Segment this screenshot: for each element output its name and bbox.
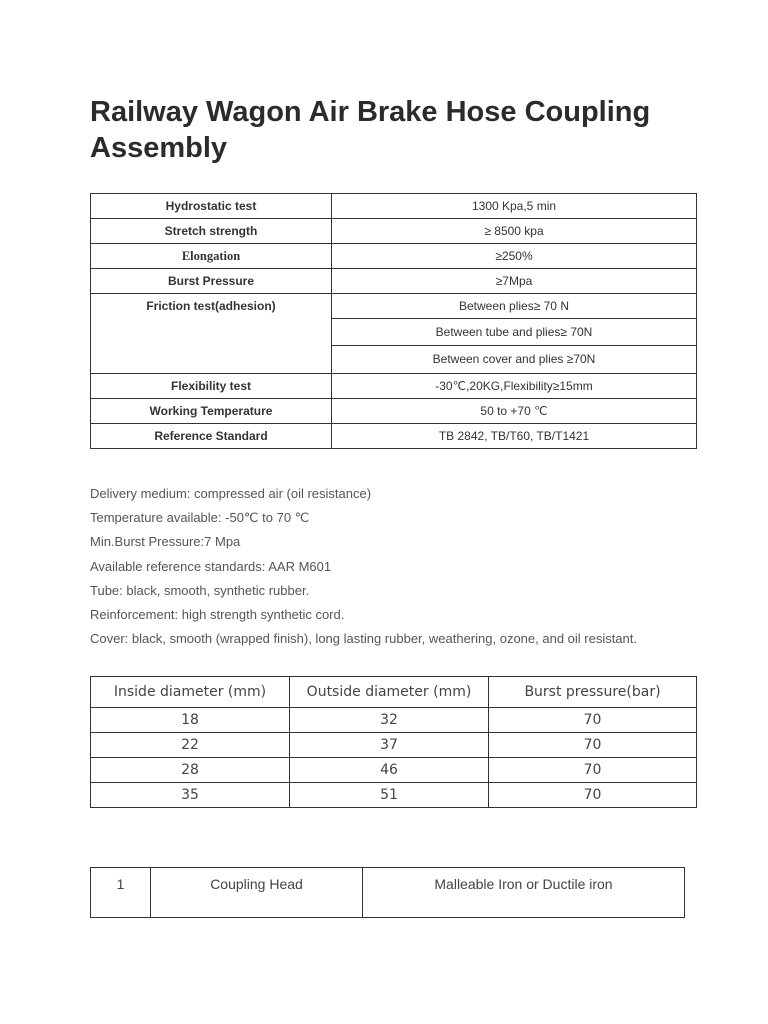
table-cell: 35 [91, 783, 290, 808]
dimension-table [90, 676, 697, 808]
spec-value: Between plies≥ 70 N [332, 294, 697, 319]
notes-list [90, 482, 730, 651]
table-row [91, 424, 697, 449]
spec-label: Hydrostatic test [91, 194, 332, 219]
spec-table [90, 193, 697, 449]
table-row [91, 294, 697, 319]
spec-value: 50 to +70 ℃ [332, 399, 697, 424]
spec-label: Working Temperature [91, 399, 332, 424]
list-item: Temperature available: -50℃ to 70 ℃ [90, 510, 310, 526]
table-cell: 18 [91, 708, 290, 733]
list-item: Delivery medium: compressed air (oil resistance) [90, 486, 372, 501]
table-cell: 28 [91, 758, 290, 783]
table-header-row [91, 677, 697, 708]
table-cell: Malleable Iron or Ductile iron [363, 868, 685, 918]
table-cell: 1 [91, 868, 151, 918]
table-cell: 70 [489, 783, 697, 808]
table-row [91, 374, 697, 399]
spec-value: Between tube and plies≥ 70N [332, 319, 697, 346]
list-item: Reinforcement: high strength synthetic cord. [90, 606, 345, 622]
page-title: Railway Wagon Air Brake Hose Coupling Assembly [90, 96, 651, 164]
table-row [91, 399, 697, 424]
column-header: Outside diameter (mm) [290, 677, 489, 708]
spec-value: Between cover and plies ≥70N [332, 346, 697, 374]
list-item: Tube: black, smooth, synthetic rubber. [90, 582, 310, 598]
table-cell: 70 [489, 758, 697, 783]
table-cell: 70 [489, 733, 697, 758]
spec-label: Burst Pressure [91, 269, 332, 294]
column-header: Inside diameter (mm) [91, 677, 290, 708]
table-cell: 22 [91, 733, 290, 758]
spec-label: Elongation [91, 244, 332, 269]
spec-value: ≥7Mpa [332, 269, 697, 294]
table-row [91, 868, 685, 918]
table-row [91, 269, 697, 294]
column-header: Burst pressure(bar) [489, 677, 697, 708]
spec-label: Reference Standard [91, 424, 332, 449]
table-cell: 46 [290, 758, 489, 783]
spec-value: ≥ 8500 kpa [332, 219, 697, 244]
list-item: Cover: black, smooth (wrapped finish), long lasting rubber, weathering, ozone, and oil resistant. [90, 631, 638, 647]
table-cell: 70 [489, 708, 697, 733]
table-row [91, 783, 697, 808]
spec-value: -30℃,20KG,Flexibility≥15mm [332, 374, 697, 399]
table-cell: 37 [290, 733, 489, 758]
table-cell: 51 [290, 783, 489, 808]
spec-label: Flexibility test [91, 374, 332, 399]
spec-label: Stretch strength [91, 219, 332, 244]
spec-label: Friction test(adhesion) [91, 294, 332, 374]
table-row [91, 733, 697, 758]
table-cell: 32 [290, 708, 489, 733]
spec-value: ≥250% [332, 244, 697, 269]
table-cell: Coupling Head [151, 868, 363, 918]
table-row [91, 708, 697, 733]
list-item: Min.Burst Pressure:7 Mpa [90, 534, 241, 550]
spec-value: 1300 Kpa,5 min [332, 194, 697, 219]
table-row [91, 758, 697, 783]
table-row [91, 219, 697, 244]
list-item: Available reference standards: AAR M601 [90, 558, 332, 574]
spec-value: TB 2842, TB/T60, TB/T1421 [332, 424, 697, 449]
parts-table [90, 867, 685, 918]
table-row [91, 194, 697, 219]
table-row [91, 244, 697, 269]
